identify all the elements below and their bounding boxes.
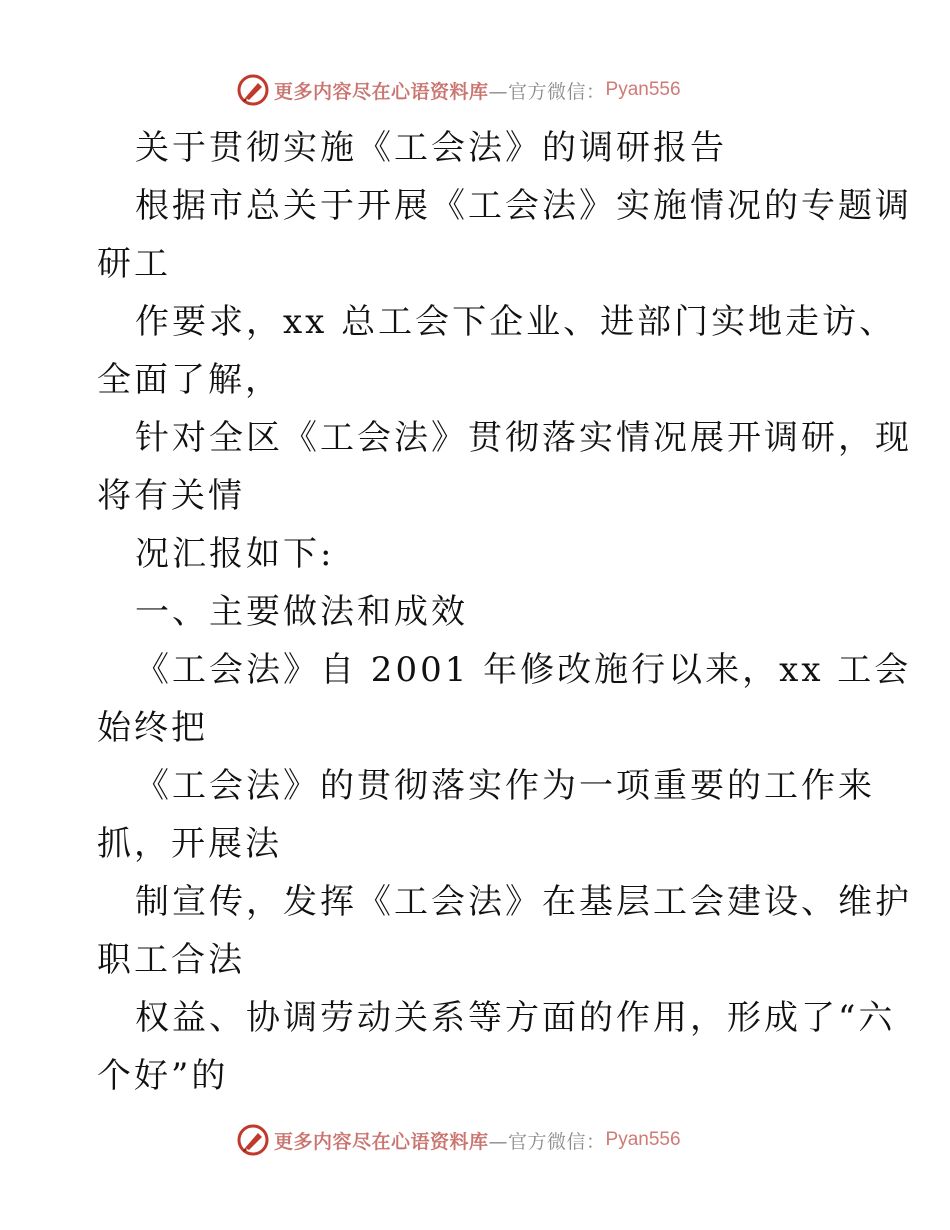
text-line: 作要求，xx 总工会下企业、进部门实地走访、 xyxy=(135,302,897,342)
text-line: 个好”的 xyxy=(97,1056,229,1096)
text-line: 将有关情 xyxy=(97,476,245,516)
document-title: 关于贯彻实施《工会法》的调研报告 xyxy=(135,128,727,168)
text-line: 权益、协调劳动关系等方面的作用，形成了“六 xyxy=(135,998,896,1038)
section-heading: 一、主要做法和成效 xyxy=(135,592,468,632)
text-line: 全面了解， xyxy=(97,360,282,400)
watermark-main-text: 更多内容尽在心语资料库 xyxy=(274,1130,489,1153)
text-line: 《工会法》的贯彻落实作为一项重要的工作来 xyxy=(135,766,875,806)
text-line: 《工会法》自 2001 年修改施行以来，xx 工会 xyxy=(135,650,912,690)
pen-logo-icon xyxy=(236,1123,270,1157)
watermark-header xyxy=(236,72,681,108)
text-line: 抓，开展法 xyxy=(97,824,282,864)
watermark-separator: —官方微信： xyxy=(488,80,606,103)
watermark-wechat-id: Pyan556 xyxy=(605,1129,681,1150)
watermark-footer xyxy=(236,1122,681,1158)
watermark-separator: —官方微信： xyxy=(488,1130,606,1153)
pen-logo-icon xyxy=(236,73,270,107)
watermark-wechat-id: Pyan556 xyxy=(605,79,681,100)
text-line: 始终把 xyxy=(97,708,208,748)
text-line: 况汇报如下: xyxy=(135,534,335,574)
text-line: 针对全区《工会法》贯彻落实情况展开调研，现 xyxy=(135,418,912,458)
watermark-main-text: 更多内容尽在心语资料库 xyxy=(274,80,489,103)
text-line: 职工合法 xyxy=(97,940,245,980)
text-line: 制宣传，发挥《工会法》在基层工会建设、维护 xyxy=(135,882,912,922)
text-line: 根据市总关于开展《工会法》实施情况的专题调 xyxy=(135,186,912,226)
text-line: 研工 xyxy=(97,244,171,284)
